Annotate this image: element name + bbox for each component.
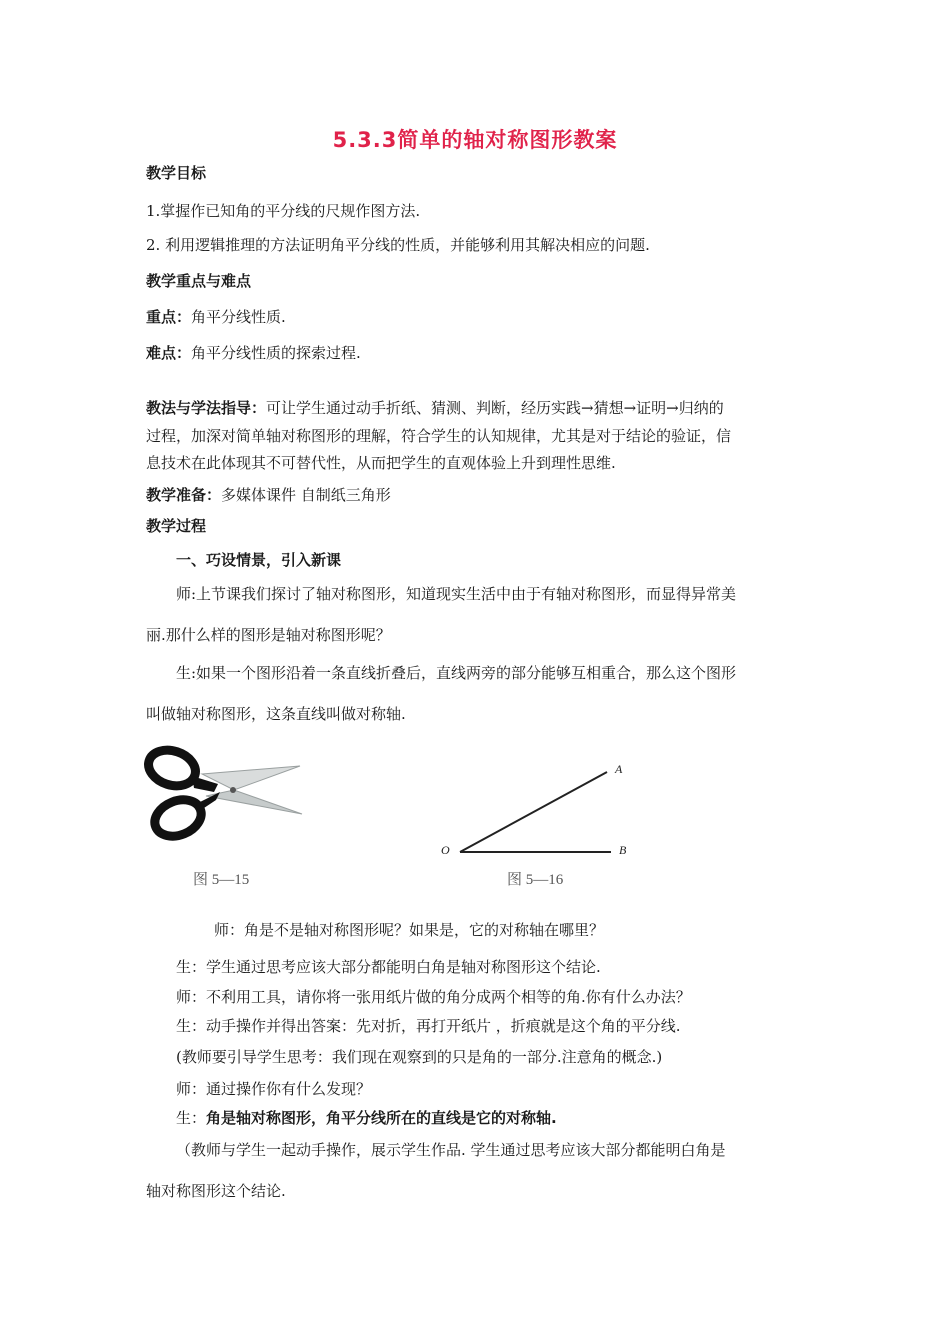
student-para-line-1: 生:如果一个图形沿着一条直线折叠后，直线两旁的部分能够互相重合，那么这个图形 (176, 664, 737, 682)
dialogue-5: (教师要引导学生思考：我们现在观察到的只是角的一部分.注意角的概念.) (176, 1048, 663, 1066)
figure-caption-5-15: 图 5—15 (193, 872, 250, 888)
method-line-3: 息技术在此体现其不可替代性，从而把学生的直观体验上升到理性思维. (146, 454, 616, 472)
dialogue-8-line-2: 轴对称图形这个结论. (146, 1182, 286, 1200)
preparation (146, 485, 391, 505)
scissors-figure (140, 738, 310, 850)
section-heading-1: 一、巧设情景，引入新课 (176, 551, 342, 569)
difficulty-text: 角平分线性质的探索过程. (191, 344, 361, 362)
angle-label-b: B (619, 843, 627, 857)
page-title: 5.3.3简单的轴对称图形教案 (332, 128, 618, 152)
figure-caption-5-16: 图 5—16 (507, 872, 564, 888)
process-heading: 教学过程 (146, 517, 207, 535)
angle-figure (455, 768, 615, 858)
dialogue-6: 师：通过操作你有什么发现？ (176, 1080, 372, 1098)
goals-heading: 教学目标 (146, 164, 207, 182)
key-label: 重点： (146, 308, 192, 326)
goal-2: 2. 利用逻辑推理的方法证明角平分线的性质，并能够利用其解决相应的问题. (146, 236, 650, 254)
prep-label: 教学准备： (146, 486, 222, 504)
method-line-2: 过程，加深对简单轴对称图形的理解，符合学生的认知规律，尤其是对于结论的验证，信 (146, 427, 732, 445)
teacher-para-line-1: 师:上节课我们探讨了轴对称图形，知道现实生活中由于有轴对称图形，而显得异常美 (176, 585, 737, 603)
method-line-1 (146, 398, 724, 418)
dialogue-3: 师：不利用工具，请你将一张用纸片做的角分成两个相等的角.你有什么办法？ (176, 988, 691, 1006)
difficulty-label: 难点： (146, 344, 192, 362)
dialogue-1: 师：角是不是轴对称图形呢？如果是，它的对称轴在哪里？ (214, 921, 605, 939)
dialogue-8-line-1: （教师与学生一起动手操作，展示学生作品. 学生通过思考应该大部分都能明白角是 (176, 1141, 726, 1159)
method-text: 可让学生通过动手折纸、猜测、判断，经历实践→猜想→证明→归纳的 (266, 399, 724, 417)
dialogue-7 (176, 1108, 557, 1128)
key-point (146, 307, 286, 327)
prep-text: 多媒体课件 自制纸三角形 (221, 486, 391, 504)
dialogue-7-label: 生： (176, 1109, 207, 1127)
dialogue-4: 生：动手操作并得出答案：先对折，再打开纸片 ，折痕就是这个角的平分线. (176, 1017, 681, 1035)
dialogue-2: 生：学生通过思考应该大部分都能明白角是轴对称图形这个结论. (176, 958, 601, 976)
goal-1: 1.掌握作已知角的平分线的尺规作图方法. (146, 202, 421, 220)
method-label: 教法与学法指导： (146, 399, 267, 417)
key-text: 角平分线性质. (191, 308, 286, 326)
key-heading: 教学重点与难点 (146, 272, 252, 290)
teacher-para-line-2: 丽.那什么样的图形是轴对称图形呢？ (146, 626, 391, 644)
angle-label-o: O (441, 843, 450, 857)
angle-label-a: A (615, 762, 623, 776)
dialogue-7-conclusion: 角是轴对称图形，角平分线所在的直线是它的对称轴. (206, 1109, 557, 1127)
student-para-line-2: 叫做轴对称图形，这条直线叫做对称轴. (146, 705, 406, 723)
difficulty-point (146, 343, 361, 363)
